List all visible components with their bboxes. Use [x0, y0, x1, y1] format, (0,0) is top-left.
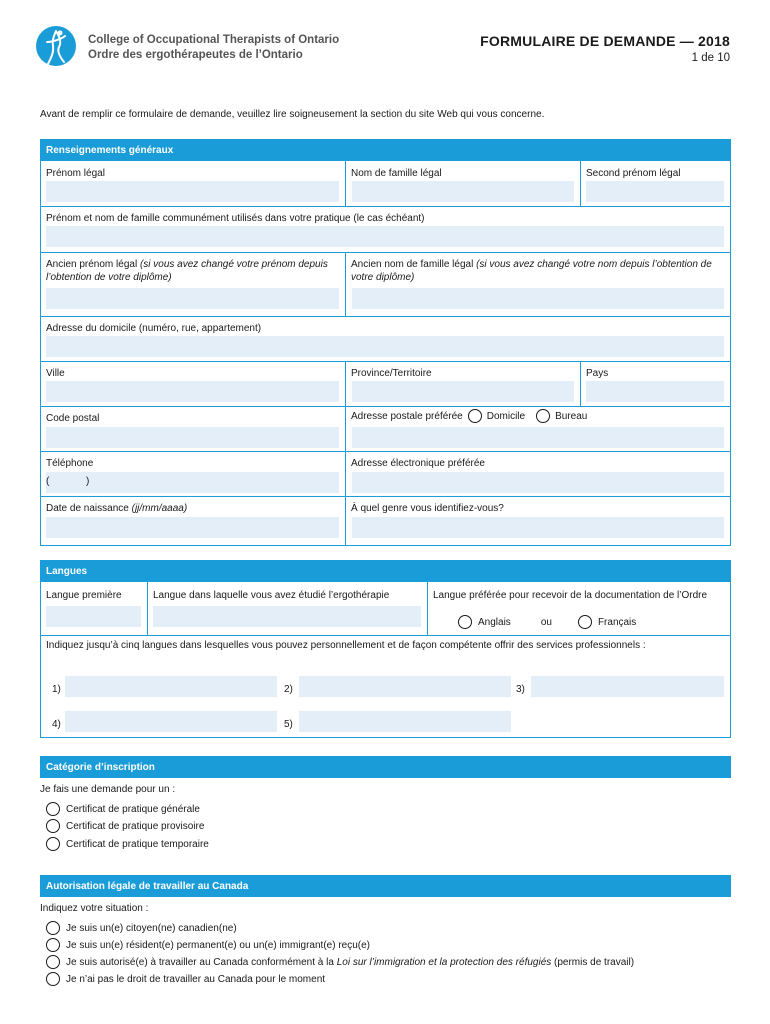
postal-code-field[interactable]: [46, 427, 339, 448]
service-language-1-input[interactable]: [65, 676, 277, 697]
mailing-home-radio[interactable]: [468, 409, 482, 423]
mailing-home-label: Domicile: [486, 410, 526, 422]
french-label: Français: [597, 616, 637, 628]
preferred-doc-language-label: Langue préférée pour recevoir de la documentation de l’Ordre: [433, 590, 708, 601]
work-permit-radio[interactable]: [46, 955, 60, 969]
mailing-pref-label: Adresse postale préférée: [351, 410, 463, 422]
category-provisional-radio[interactable]: [46, 819, 60, 833]
dob-input[interactable]: [46, 517, 339, 538]
study-language-input[interactable]: [153, 606, 421, 627]
first-language-input[interactable]: [46, 606, 141, 627]
category-temporary-radio[interactable]: [46, 837, 60, 851]
email-input[interactable]: [352, 472, 724, 493]
mailing-office-label: Bureau: [555, 410, 588, 422]
last-name-label: Nom de famille légal: [351, 168, 442, 179]
common-name-input[interactable]: [46, 226, 724, 247]
first-language-label: Langue première: [46, 590, 122, 601]
no-authorization-label: Je n’ai pas le droit de travailler au Canada pour le moment: [66, 973, 326, 985]
former-first-name-field[interactable]: [46, 288, 339, 309]
lang-4-num: 4): [52, 719, 61, 730]
org-name-fr: Ordre des ergothérapeutes de l’Ontario: [88, 49, 303, 61]
service-language-3-input[interactable]: [531, 676, 724, 697]
first-name-field[interactable]: [46, 181, 339, 202]
gender-field[interactable]: [352, 517, 724, 538]
authorization-prompt: Indiquez votre situation :: [40, 903, 149, 914]
category-temporary-label: Certificat de pratique temporaire: [66, 838, 209, 850]
or-label: ou: [540, 616, 552, 628]
service-language-4-input[interactable]: [65, 711, 277, 732]
email-label: Adresse électronique préférée: [351, 458, 485, 469]
mailing-office-radio[interactable]: [536, 409, 550, 423]
lang-2-num: 2): [284, 684, 293, 695]
permanent-resident-label: Je suis un(e) résident(e) permanent(e) ou un(e) immigrant(e) reçu(e): [66, 939, 371, 951]
former-last-name-field[interactable]: [352, 288, 724, 309]
service-language-5-field[interactable]: [299, 711, 511, 732]
first-language-field[interactable]: [46, 606, 141, 627]
first-name-label: Prénom légal: [46, 168, 105, 179]
country-input[interactable]: [586, 381, 724, 402]
common-name-label: Prénom et nom de famille communément utilisés dans votre pratique (le cas échéant): [46, 213, 425, 224]
service-language-5-input[interactable]: [299, 711, 511, 732]
citizen-radio[interactable]: [46, 921, 60, 935]
english-label: Anglais: [478, 616, 511, 628]
french-radio[interactable]: [578, 615, 592, 629]
postal-code-input[interactable]: [46, 427, 339, 448]
home-address-field[interactable]: [46, 336, 724, 357]
last-name-field[interactable]: [352, 181, 574, 202]
mailing-address-input[interactable]: [352, 427, 724, 448]
dob-field[interactable]: [46, 517, 339, 538]
work-permit-label: Je suis autorisé(e) à travailler au Canada conformément à la Loi sur l’immigration et la protection des réfugiés (permis de travail): [66, 956, 635, 968]
no-authorization-radio[interactable]: [46, 972, 60, 986]
email-field[interactable]: [352, 472, 724, 493]
common-name-field[interactable]: [46, 226, 724, 247]
service-language-2-input[interactable]: [299, 676, 511, 697]
lang-1-num: 1): [52, 684, 61, 695]
city-input[interactable]: [46, 381, 339, 402]
former-last-name-input[interactable]: [352, 288, 724, 309]
english-radio[interactable]: [458, 615, 472, 629]
country-label: Pays: [586, 368, 609, 379]
lang-5-num: 5): [284, 719, 293, 730]
country-field[interactable]: [586, 381, 724, 402]
phone-label: Téléphone: [46, 458, 94, 469]
service-language-4-field[interactable]: [65, 711, 277, 732]
lang-3-num: 3): [516, 684, 525, 695]
first-name-input[interactable]: [46, 181, 339, 202]
city-field[interactable]: [46, 381, 339, 402]
middle-name-input[interactable]: [586, 181, 724, 202]
section-category-header: Catégorie d’inscription: [40, 756, 731, 778]
service-language-1-field[interactable]: [65, 676, 277, 697]
gender-input[interactable]: [352, 517, 724, 538]
gender-label: À quel genre vous identifiez-vous?: [351, 503, 504, 514]
home-address-input[interactable]: [46, 336, 724, 357]
middle-name-field[interactable]: [586, 181, 724, 202]
form-title: FORMULAIRE DE DEMANDE — 2018: [480, 33, 730, 49]
intro-text: Avant de remplir ce formulaire de demande, veuillez lire soigneusement la section du site Web qui vous concerne.: [40, 109, 545, 120]
service-language-2-field[interactable]: [299, 676, 511, 697]
permanent-resident-radio[interactable]: [46, 938, 60, 952]
province-label: Province/Territoire: [351, 368, 432, 379]
section-general-header: Renseignements généraux: [40, 139, 731, 161]
citizen-label: Je suis un(e) citoyen(ne) canadien(ne): [66, 922, 237, 934]
postal-code-label: Code postal: [46, 413, 100, 424]
mailing-address-field[interactable]: [352, 427, 724, 448]
service-languages-label: Indiquez jusqu’à cinq langues dans lesquelles vous pouvez personnellement et de façon compétente offrir des services professionnels :: [46, 640, 646, 651]
category-general-radio[interactable]: [46, 802, 60, 816]
service-language-3-field[interactable]: [531, 676, 724, 697]
category-prompt: Je fais une demande pour un :: [40, 784, 176, 795]
coto-logo-icon: [34, 22, 78, 72]
former-first-name-label: Ancien prénom légal (si vous avez changé votre prénom depuis l’obtention de votre diplôme): [46, 259, 328, 283]
former-first-name-input[interactable]: [46, 288, 339, 309]
page-number: 1 de 10: [691, 52, 730, 64]
section-authorization-header: Autorisation légale de travailler au Canada: [40, 875, 731, 897]
org-name-en: College of Occupational Therapists of Ontario: [88, 34, 340, 46]
phone-field[interactable]: [46, 472, 339, 493]
category-general-label: Certificat de pratique générale: [66, 803, 200, 815]
home-address-label: Adresse du domicile (numéro, rue, appartement): [46, 323, 262, 334]
last-name-input[interactable]: [352, 181, 574, 202]
study-language-label: Langue dans laquelle vous avez étudié l’ergothérapie: [153, 590, 390, 601]
dob-label: Date de naissance (jj/mm/aaaa): [46, 503, 188, 514]
middle-name-label: Second prénom légal: [586, 168, 681, 179]
section-languages-header: Langues: [40, 560, 731, 582]
province-input[interactable]: [352, 381, 574, 402]
former-last-name-label: Ancien nom de famille légal (si vous avez changé votre nom depuis l’obtention de votre diplôme): [351, 259, 712, 283]
study-language-field[interactable]: [153, 606, 421, 627]
phone-close-paren: ): [86, 476, 90, 487]
province-field[interactable]: [352, 381, 574, 402]
category-provisional-label: Certificat de pratique provisoire: [66, 820, 205, 832]
city-label: Ville: [46, 368, 65, 379]
phone-open-paren: (: [46, 476, 50, 487]
